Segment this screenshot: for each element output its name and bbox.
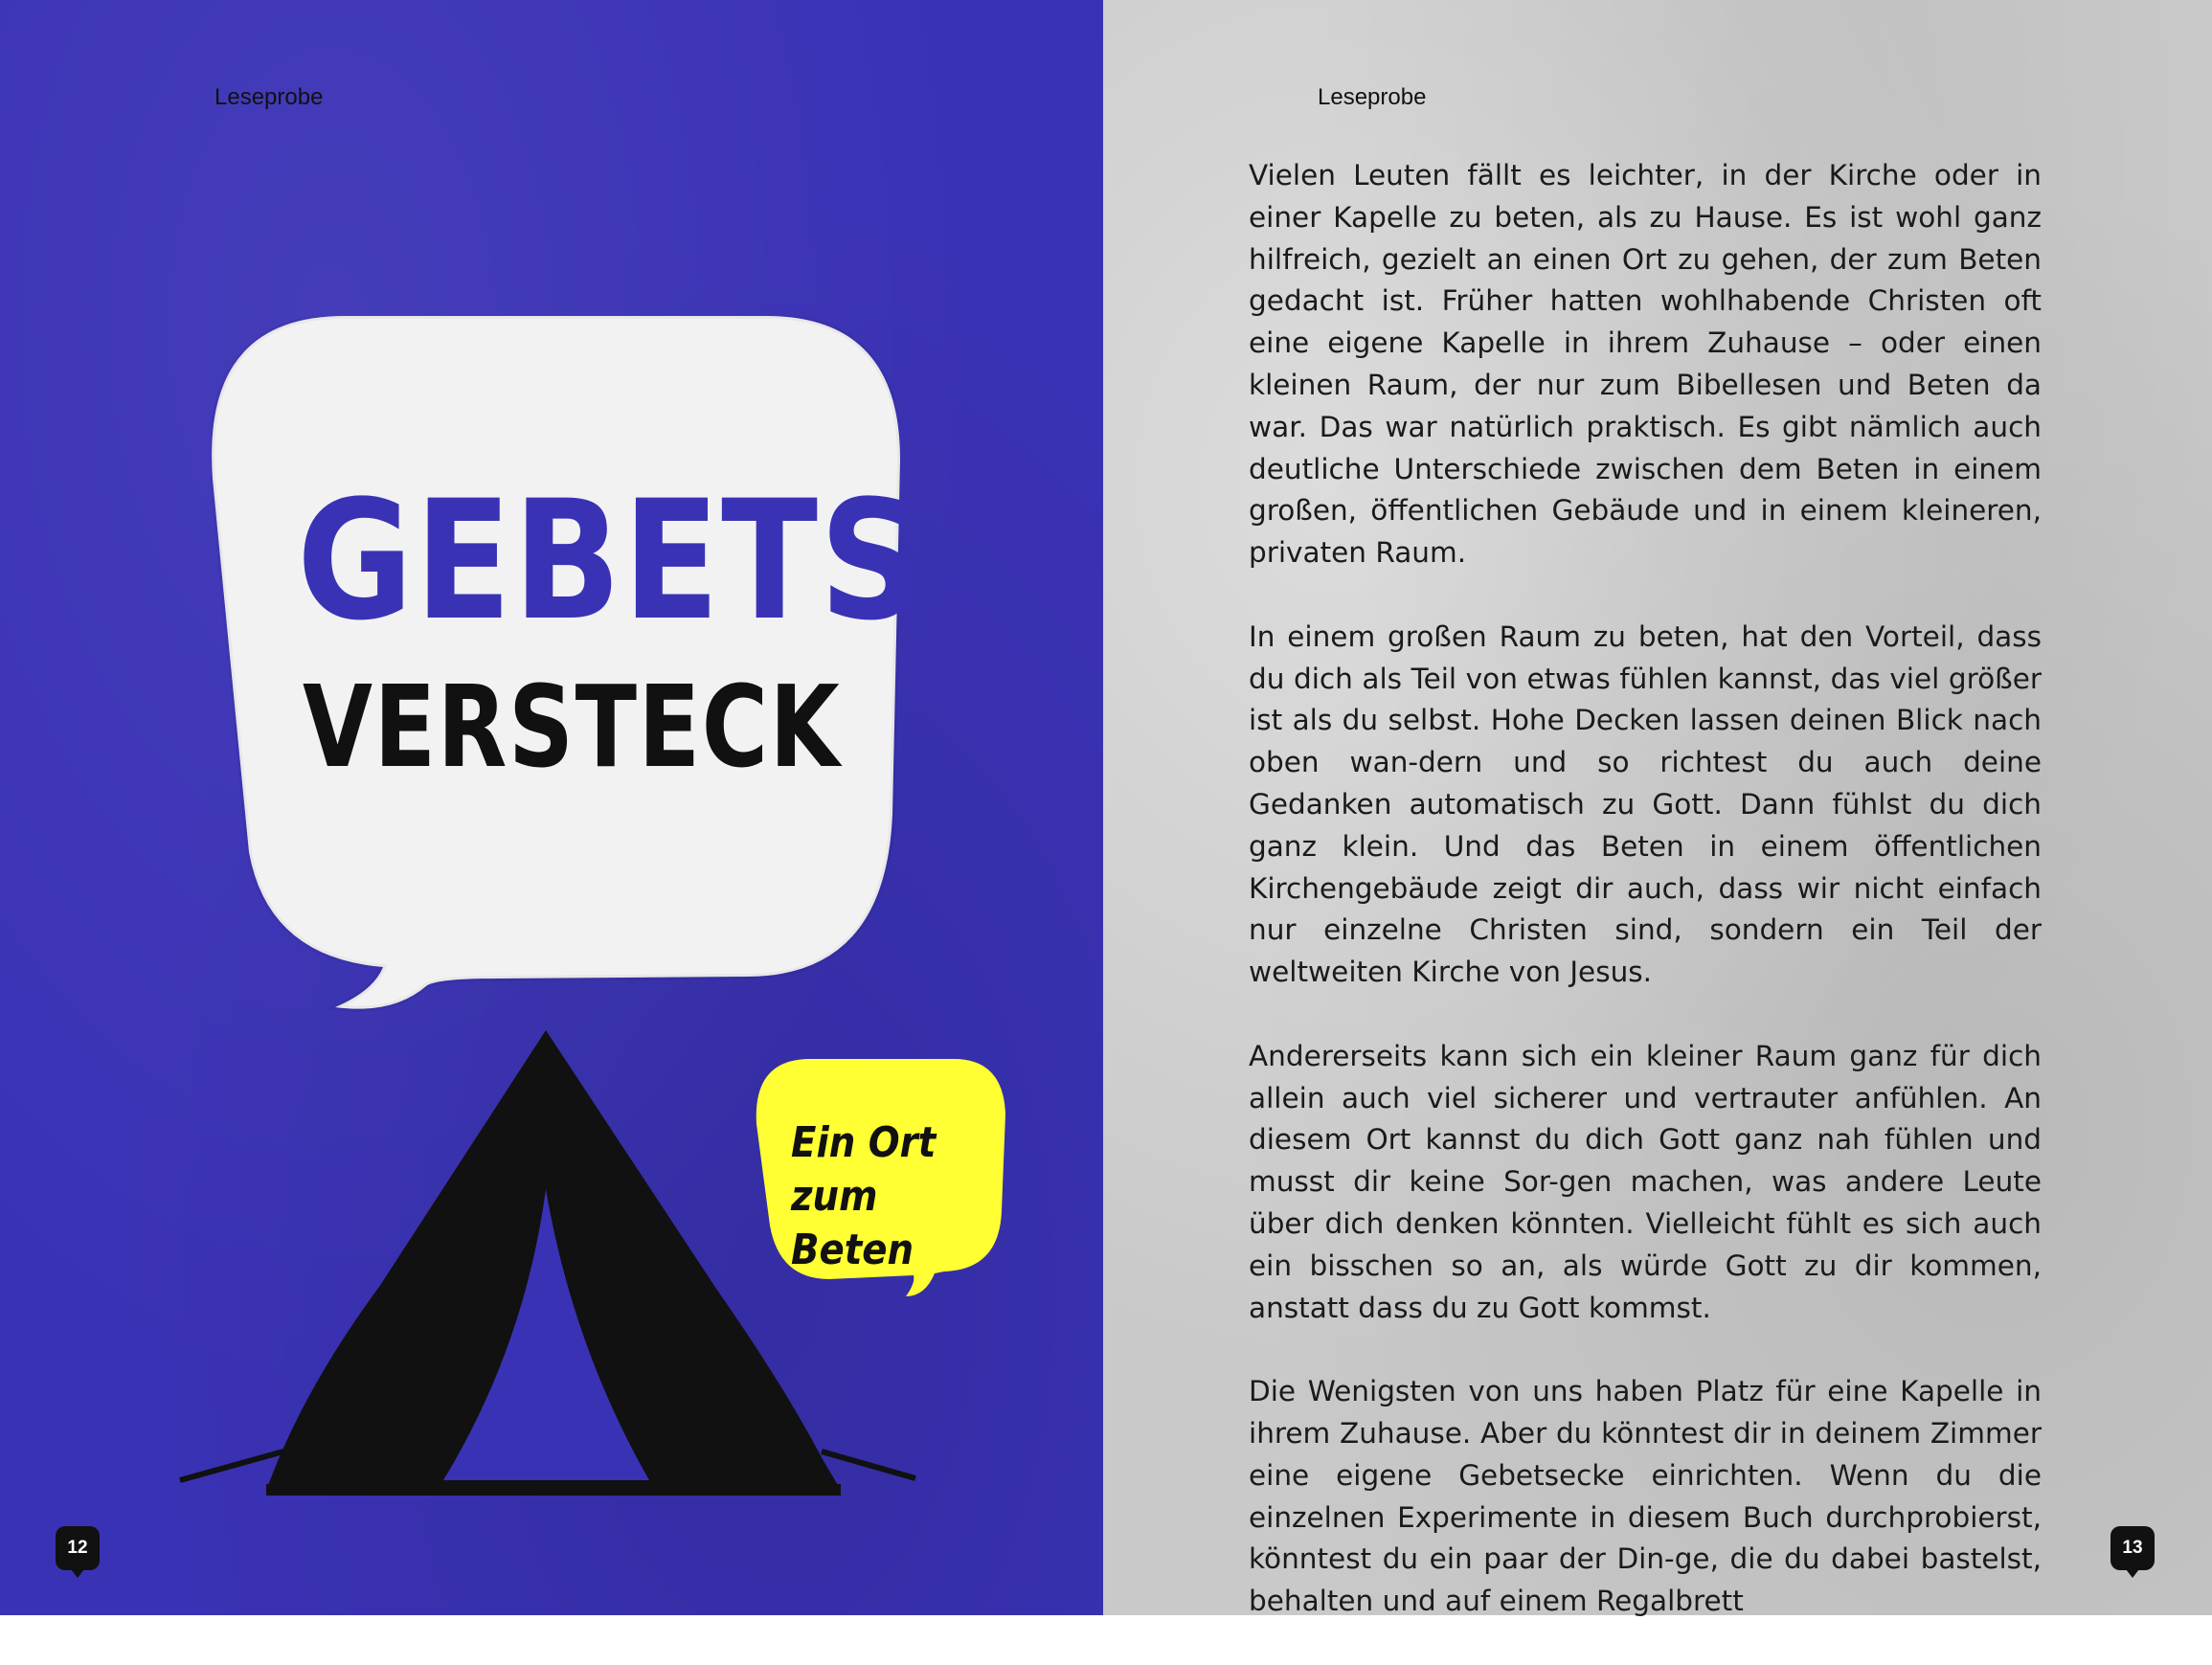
page-number-left: 12	[56, 1526, 100, 1570]
left-page	[0, 0, 1103, 1615]
paragraph-1: Vielen Leuten fällt es leichter, in der Kirche oder in einer Kapelle zu beten, als zu Hause. Es ist wohl ganz hilfreich, gezielt an einen Ort zu gehen, der zum Beten gedacht ist. Früher hatten wohlhabende Christen oft eine eigene Kapelle in ihrem Zuhause – oder einen kleinen Raum, der nur zum Bibellesen und Beten da war. Das war natürlich praktisch. Es gibt nämlich auch deutliche Unterschiede zwischen dem Beten in einem großen, öffentlichen Gebäude und in einem kleineren, privaten Raum.	[1249, 159, 2042, 570]
title-line-1: GEBETS	[297, 464, 924, 657]
paragraph-3: Andererseits kann sich ein kleiner Raum ganz für dich allein auch viel sicherer und vertrauter anfühlen. An diesem Ort kannst du dich Gott ganz nah fühlen und musst dir keine Sor-gen machen, was andere Leute über dich denken könnten. Vielleicht fühlt es sich auch ein bisschen so an, als würde Gott zu dir kommen, anstatt dass du zu Gott kommst.	[1249, 1039, 2042, 1324]
title-line-2: VERSTECK	[303, 661, 842, 793]
subtitle-line-2: zum Beten	[791, 1172, 914, 1274]
paragraph-2: In einem großen Raum zu beten, hat den Vorteil, dass du dich als Teil von etwas fühlen kannst, das viel größer ist als du selbst. Hohe Decken lassen deinen Blick nach oben wan-dern und so richtest du auch deine Gedanken automatisch zu Gott. Dann fühlst du dich ganz klein. Und das Beten in einem öffentlichen Kirchengebäude zeigt dir auch, dass wir nicht einfach nur einzelne Christen sind, sondern ein Teil der weltweiten Kirche von Jesus.	[1249, 619, 2042, 989]
running-head-left: Leseprobe	[214, 84, 324, 110]
right-page	[1103, 0, 2212, 1618]
body-text	[1249, 155, 2042, 1665]
subtitle-line-1: Ein Ort	[791, 1118, 937, 1167]
subtitle	[791, 1116, 959, 1277]
running-head-right: Leseprobe	[1318, 84, 1427, 110]
paragraph-4: Die Wenigsten von uns haben Platz für eine Kapelle in ihrem Zuhause. Aber du könntest dir in deinem Zimmer eine eigene Gebetsecke einrichten. Wenn du die einzelnen Experimente in diesem Buch durchprobierst, könntest du ein paar der Din-ge, die du dabei bastelst, behalten und auf einem Regalbrett	[1249, 1375, 2042, 1618]
page-number-right: 13	[2110, 1526, 2155, 1570]
